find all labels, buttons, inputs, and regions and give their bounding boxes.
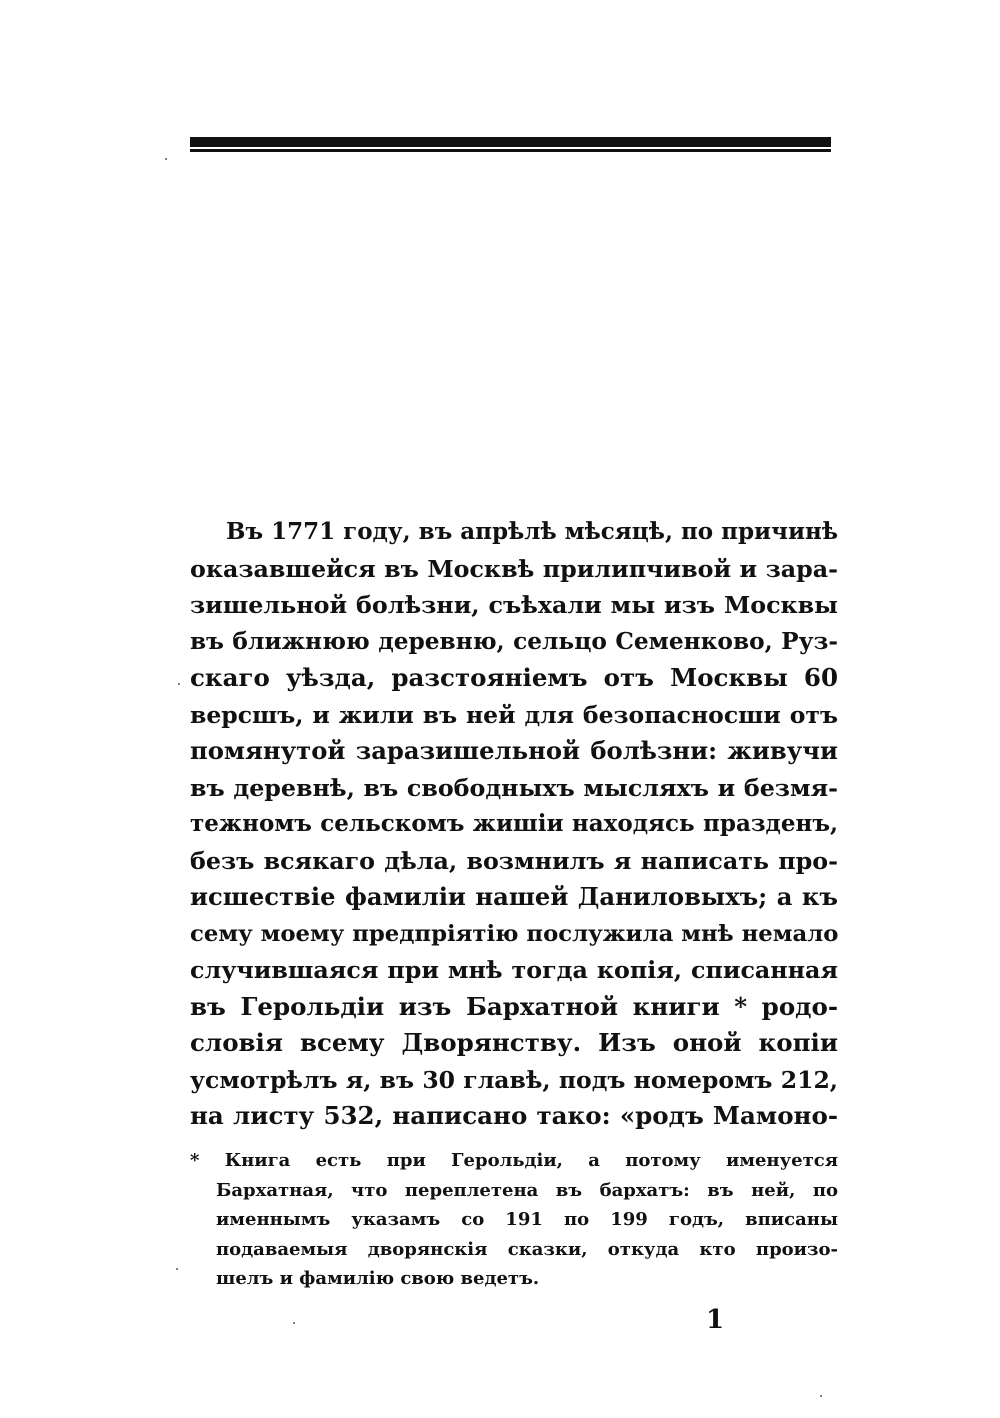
text-line: оказавшейся въ Москвѣ прилипчивой и зара- [190, 554, 838, 583]
text-line: исшествіе фамиліи нашей Даниловыхъ; а къ [190, 882, 838, 911]
footnote-line: шелъ и фамилію свою ведетъ. [216, 1268, 540, 1289]
text-line: зишельной болѣзни, съѣхали мы изъ Москвы [190, 591, 838, 619]
text-line: помянутой заразишельной болѣзни: живучи [190, 736, 838, 765]
text-line: усмотрѣлъ я, въ 30 главѣ, подъ номеромъ 212, [190, 1065, 838, 1094]
text-line: скаго уѣзда, разстояніемъ отъ Москвы 60 [190, 663, 838, 692]
print-speck [820, 1395, 822, 1397]
text-line: версшъ, и жили въ ней для безопасносши отъ [190, 700, 838, 729]
text-line: сему моему предпріятію послужила мнѣ немало [190, 920, 839, 947]
text-line: тежномъ сельскомъ жишіи находясь празденъ, [190, 810, 838, 837]
footnote-line: именнымъ указамъ со 191 по 199 годъ, вписаны [216, 1209, 838, 1230]
footnote-line: * Книга есть при Герольдіи, а потому именуется [190, 1150, 838, 1171]
text-line: словія всему Дворянству. Изъ оной копіи [190, 1028, 838, 1057]
footnote-line: Бархатная, что переплетена въ бархатъ: въ ней, по [216, 1179, 838, 1201]
main-paragraph [190, 514, 838, 1135]
page-number: 1 [705, 1305, 725, 1335]
text-line: случившаяся при мнѣ тогда копія, списанная [190, 956, 838, 984]
print-speck [293, 1322, 295, 1324]
top-thin-rule [190, 149, 831, 152]
print-speck [165, 158, 167, 160]
text-line: въ деревнѣ, въ свободныхъ мысляхъ и безмя- [190, 773, 838, 802]
text-line: въ ближнюю деревню, сельцо Семенково, Руз- [190, 627, 838, 655]
text-line: на листу 532, написано тако: «родъ Мамоно- [190, 1101, 838, 1130]
text-line: безъ всякаго дѣла, возмнилъ я написать про- [190, 846, 838, 875]
text-line: въ Герольдіи изъ Бархатной книги * родо- [190, 991, 838, 1021]
print-speck [176, 1268, 178, 1270]
print-speck [178, 683, 180, 685]
text-line: Въ 1771 году, въ апрѣлѣ мѣсяцѣ, по причинѣ [226, 518, 839, 545]
footnote-line: подаваемыя дворянскія сказки, откуда кто произо- [216, 1238, 838, 1260]
footnote [190, 1146, 838, 1294]
top-heavy-rule [190, 137, 831, 147]
